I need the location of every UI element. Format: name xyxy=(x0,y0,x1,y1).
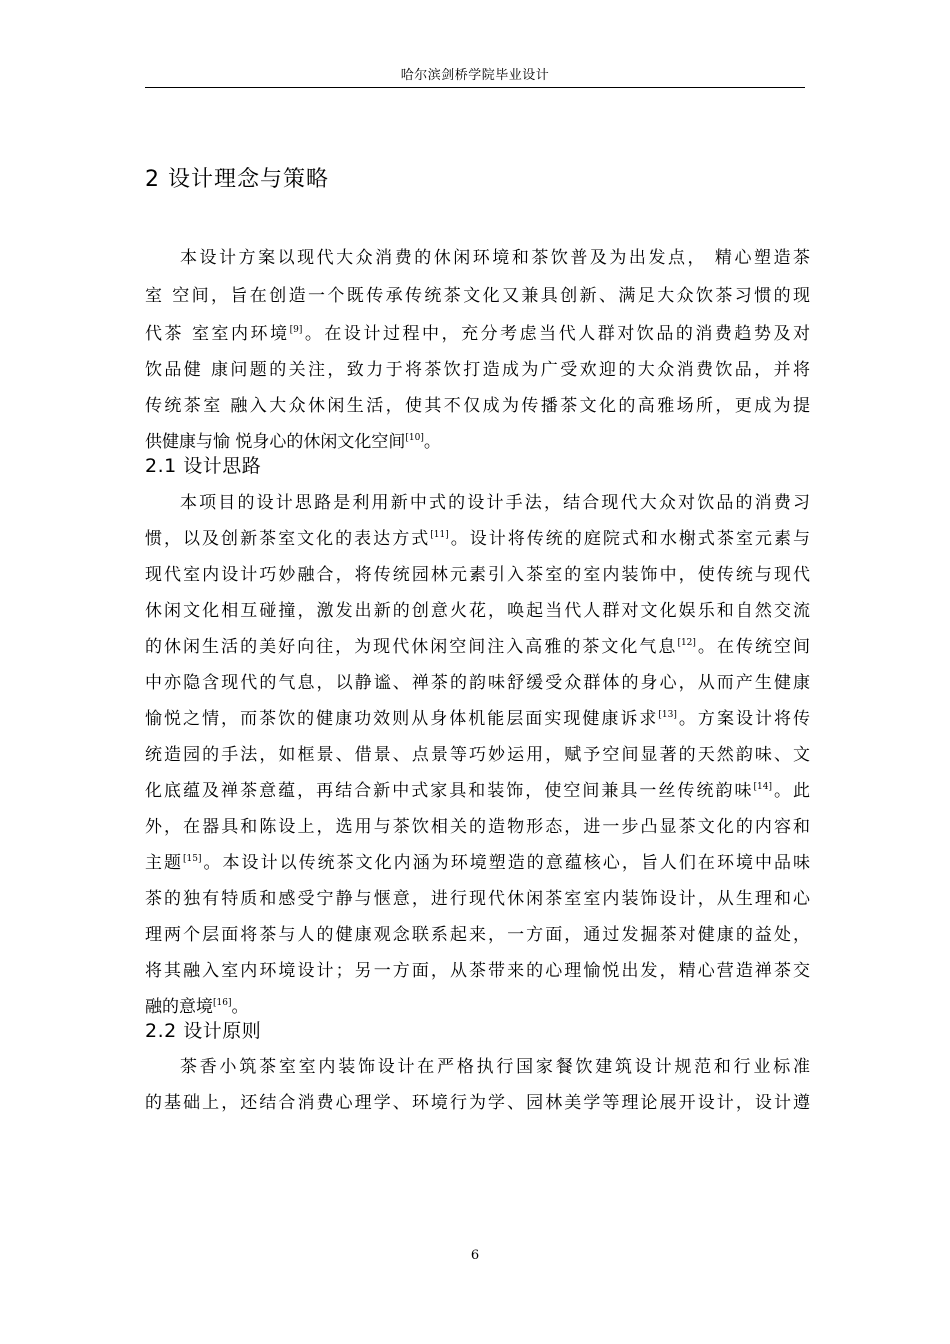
paragraph-line: 本项目的设计思路是利用新中式的设计手法，结合现代大众对饮品的消费习 xyxy=(180,493,810,513)
paragraph-line: 室 空间，旨在创造一个既传承传统茶文化又兼具创新、满足大众饮茶习惯的现 xyxy=(145,286,810,306)
text-run: 。在设计过程中，充分考虑当代人群对饮品的消费趋势及对 xyxy=(302,324,811,344)
paragraph-line: 外，在器具和陈设上，选用与茶饮相关的造物形态，进一步凸显茶文化的内容和 xyxy=(145,817,810,837)
citation-ref: [12] xyxy=(677,638,696,648)
text-run: 供健康与愉 悦身心的休闲文化空间 xyxy=(145,432,406,452)
paragraph-line xyxy=(145,848,810,878)
page-number: 6 xyxy=(470,1248,480,1263)
text-run: 融的意境 xyxy=(145,997,213,1017)
citation-ref: [15] xyxy=(183,854,202,864)
citation-ref: [10] xyxy=(405,433,424,443)
paragraph-line: 理两个层面将茶与人的健康观念联系起来，一方面，通过发掘茶对健康的益处， xyxy=(145,925,810,945)
text-run: 。 xyxy=(231,997,249,1017)
text-run: 。本设计以传统茶文化内涵为环境塑造的意蕴核心，旨人们在环境中品味 xyxy=(201,853,810,873)
text-run: 。方案设计将传 xyxy=(676,709,811,729)
paragraph-line: 饮品健 康问题的关注，致力于将茶饮打造成为广受欢迎的大众消费饮品，并将 xyxy=(145,360,810,380)
text-run: 。此 xyxy=(771,781,810,801)
text-run: 惯，以及创新茶室文化的表达方式 xyxy=(145,529,431,549)
text-run: 。设计将传统的庭院式和水榭式茶室元素与 xyxy=(448,529,811,549)
paragraph-line: 的基础上，还结合消费心理学、环境行为学、园林美学等理论展开设计，设计遵 xyxy=(145,1093,810,1113)
paragraph-line xyxy=(145,319,810,349)
paragraph-line: 本设计方案以现代大众消费的休闲环境和茶饮普及为出发点， 精心塑造茶 xyxy=(180,248,810,268)
paragraph-line: 现代室内设计巧妙融合，将传统园林元素引入茶室的室内装饰中，使传统与现代 xyxy=(145,565,810,585)
paragraph-line xyxy=(145,776,810,806)
text-run: 愉悦之情，而茶饮的健康功效则从身体机能层面实现健康诉求 xyxy=(145,709,659,729)
citation-ref: [13] xyxy=(658,710,677,720)
section-title-2-1: 2.1 设计思路 xyxy=(145,455,262,477)
paragraph-line: 将其融入室内环境设计；另一方面，从茶带来的心理愉悦出发，精心营造禅茶交 xyxy=(145,961,810,981)
paragraph-line: 统造园的手法，如框景、借景、点景等巧妙运用，赋予空间显著的天然韵味、文 xyxy=(145,745,810,765)
text-run: 的休闲生活的美好向往，为现代休闲空间注入高雅的茶文化气息 xyxy=(145,637,678,657)
paragraph-line: 传统茶室 融入大众休闲生活，使其不仅成为传播茶文化的高雅场所，更成为提 xyxy=(145,396,810,416)
citation-ref: [14] xyxy=(753,782,772,792)
citation-ref: [16] xyxy=(213,998,232,1008)
running-header: 哈尔滨剑桥学院毕业设计 xyxy=(400,68,550,83)
text-run: 主题 xyxy=(145,853,184,873)
paragraph-line: 茶的独有特质和感受宁静与惬意，进行现代休闲茶室室内装饰设计，从生理和心 xyxy=(145,889,810,909)
section-title-2-2: 2.2 设计原则 xyxy=(145,1020,262,1042)
citation-ref: [11] xyxy=(430,530,449,540)
paragraph-line: 休闲文化相互碰撞，激发出新的创意火花，唤起当代人群对文化娱乐和自然交流 xyxy=(145,601,810,621)
text-run: 。在传统空间 xyxy=(695,637,811,657)
header-rule xyxy=(145,87,805,88)
text-run: 。 xyxy=(423,432,441,452)
paragraph-line xyxy=(145,632,810,662)
paragraph-line: 中亦隐含现代的气息，以静谧、禅茶的韵味舒缓受众群体的身心，从而产生健康 xyxy=(145,673,810,693)
paragraph-line xyxy=(145,704,810,734)
chapter-title: 2 设计理念与策略 xyxy=(145,167,329,192)
text-run: 代茶 室室内环境 xyxy=(145,324,290,344)
text-run: 化底蕴及禅茶意蕴，再结合新中式家具和装饰，使空间兼具一丝传统韵味 xyxy=(145,781,754,801)
paragraph-line xyxy=(145,524,810,554)
citation-ref: [9] xyxy=(289,325,303,335)
paragraph-line: 茶香小筑茶室室内装饰设计在严格执行国家餐饮建筑设计规范和行业标准 xyxy=(180,1057,810,1077)
